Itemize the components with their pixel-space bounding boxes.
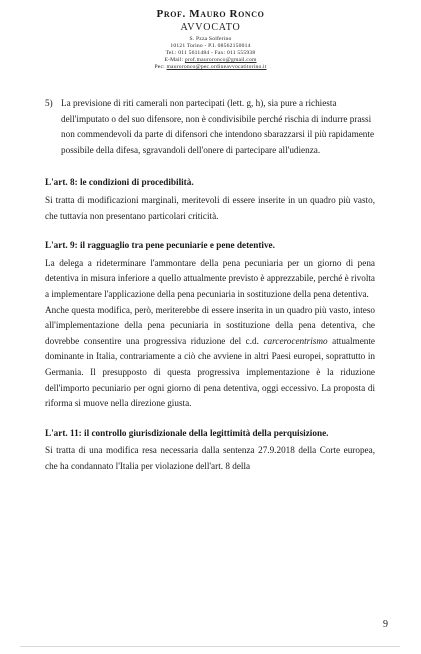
pec-link[interactable]: mauroronco@pec.ordineavvocatitorino.it [166,64,267,70]
phone-fax: Tel.: 011 5611484 - Fax: 011 555938 [165,50,256,56]
list-item-text: La previsione di riti camerali non partecipati (lett. g, h), sia pure a richiesta dell'imputato o del suo difensore, non è condivisibile perché rischia di indurre prassi non commendevoli da parte di difensori che intendono sbarazzarsi il più rapidamente possibile della difesa, sgravandoli dell'onere di partecipare all'udienza. [61,98,375,155]
bottom-divider [20,646,400,647]
letterhead [0,8,421,71]
section-heading-art8: L'art. 8: le condizioni di procedibilità. [45,177,194,188]
section-heading-art9: L'art. 9: il ragguaglio tra pene pecuniarie e pene detentive. [45,240,275,251]
email-label: E-Mail: [164,57,184,63]
office-address: S. Pzza Solferino [189,36,232,42]
list-item-5 [45,96,375,158]
art9-p2-before: Anche questa modifica, però, meriterebbe di essere inserita in un quadro più vasto, inteso all'implementazione della pena pecuniaria in sostituzione della pena detentiva, che dovrebbe consentire una progressiva riduzione del c.d. [45,304,375,346]
section-text-art8: Si tratta di modificazioni marginali, meritevoli di essere inserite in un quadro più vasto, che tuttavia non presentano particolari criticità. [45,194,375,221]
art9-p2-emphasis: carcerocentrismo [263,335,328,346]
art9-p2-after: attualmente dominante in Italia, contrariamente a ciò che avviene in altri Paesi europei, soprattutto in Germania. Il presupposto di questa progressiva implementazione è la riduzione dell'importo pecuniario per ogni giorno di pena detentiva, oggi eccessivo. La proposta di riforma si muove nella direzione giusta. [45,335,375,409]
section-text-art11: Si tratta di una modifica resa necessaria dalla sentenza 27.9.2018 della Corte europea, che ha condannato l'Italia per violazione dell'art. 8 della [45,445,375,471]
section-text-art9-p1: La delega a rideterminare l'ammontare della pena pecuniaria per un giorno di pena detentiva in misura inferiore a quello attualmente previsto è apprezzabile, perché è rivolta a implementare l'applicazione della pena pecuniaria in sostituzione della pena detentiva. [45,257,375,299]
list-item-number: 5) [45,98,53,108]
document-body [45,96,375,474]
email-link[interactable]: prof.mauroronco@gmail.com [184,57,257,63]
section-text-art9-p2 [45,303,375,412]
author-name: Prof. Mauro Ronco [156,8,265,20]
section-heading-art11: L'art. 11: il controllo giurisdizionale della legittimità della perquisizione. [45,427,329,438]
author-title: AVVOCATO [180,22,241,33]
city-vat: 10121 Torino - P.I. 08562150014 [170,43,251,49]
pec-label: Pec: [154,64,165,70]
page-number: 9 [383,619,388,630]
pec-line [0,64,421,71]
email-line [0,57,421,64]
